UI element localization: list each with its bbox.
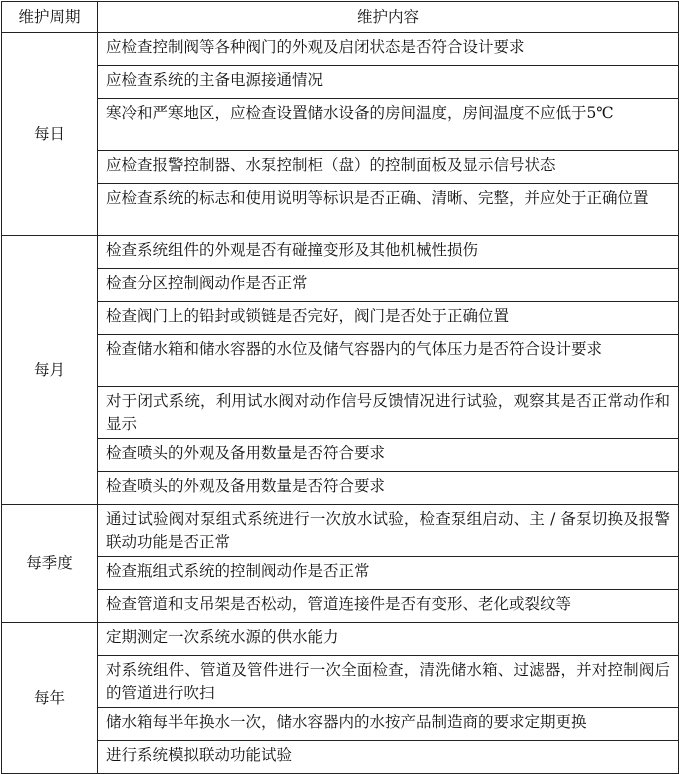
content-cell: [98, 236, 679, 269]
header-period: 维护周期: [2, 2, 98, 33]
content-text: 检查管道和支吊架是否松动，管道连接件是否有变形、老化或裂纹等: [106, 595, 572, 613]
content-cell: [98, 439, 679, 472]
table-row: [2, 472, 679, 505]
header-content: 维护内容: [98, 2, 679, 33]
content-text: 检查喷头的外观及备用数量是否符合要求: [106, 444, 386, 462]
table-row: [2, 439, 679, 472]
table-row: [2, 623, 679, 656]
table-row: [2, 302, 679, 335]
content-text: 储水箱每半年换水一次，储水容器内的水按产品制造商的要求定期更换: [106, 713, 587, 731]
content-cell: [98, 505, 679, 557]
content-text: 对系统组件、管道及管件进行一次全面检查，清洗储水箱、过滤器，并对控制阀后的管道进行吹扫: [106, 661, 670, 702]
content-text: 应检查报警控制器、水泵控制柜（盘）的控制面板及显示信号状态: [106, 156, 556, 174]
content-cell: [98, 302, 679, 335]
content-text: 寒冷和严寒地区，应检查设置储水设备的房间温度，房间温度不应低于5℃: [106, 104, 614, 122]
table-row: [2, 236, 679, 269]
table-body: [2, 33, 679, 774]
table-row: [2, 269, 679, 302]
content-text: 检查喷头的外观及备用数量是否符合要求: [106, 477, 386, 495]
table-row: [2, 741, 679, 774]
content-cell: [98, 269, 679, 302]
table-row: [2, 505, 679, 557]
content-cell: [98, 99, 679, 151]
table-row: [2, 33, 679, 66]
content-cell: [98, 33, 679, 66]
content-text: 通过试验阀对泵组式系统进行一次放水试验，检查泵组启动、主 / 备泵切换及报警联动功能是否正常: [106, 510, 670, 551]
content-text: 检查系统组件的外观是否有碰撞变形及其他机械性损伤: [106, 241, 479, 259]
content-text: 定期测定一次系统水源的供水能力: [106, 628, 339, 646]
content-cell: [98, 708, 679, 741]
content-cell: [98, 66, 679, 99]
content-text: 应检查控制阀等各种阀门的外观及启闭状态是否符合设计要求: [106, 38, 525, 56]
period-cell-quarterly: 每季度: [2, 505, 98, 623]
content-text: 应检查系统的标志和使用说明等标识是否正确、清晰、完整，并应处于正确位置: [106, 189, 649, 207]
table-row: [2, 151, 679, 184]
table-row: [2, 708, 679, 741]
content-text: 应检查系统的主备电源接通情况: [106, 71, 324, 89]
content-text: 检查储水箱和储水容器的水位及储气容器内的气体压力是否符合设计要求: [106, 340, 603, 358]
table-row: [2, 387, 679, 439]
content-cell: [98, 184, 679, 236]
table-row: [2, 184, 679, 236]
table-row: [2, 590, 679, 623]
content-text: 检查阀门上的铅封或锁链是否完好，阀门是否处于正确位置: [106, 307, 510, 325]
content-cell: [98, 623, 679, 656]
content-text: 对于闭式系统，利用试水阀对动作信号反馈情况进行试验，观察其是否正常动作和显示: [106, 392, 670, 433]
period-cell-monthly: 每月: [2, 236, 98, 505]
content-text: 检查瓶组式系统的控制阀动作是否正常: [106, 562, 370, 580]
content-cell: [98, 741, 679, 774]
table-row: [2, 66, 679, 99]
content-cell: [98, 590, 679, 623]
content-cell: [98, 387, 679, 439]
table-row: [2, 335, 679, 387]
table-row: [2, 656, 679, 708]
content-text: 检查分区控制阀动作是否正常: [106, 274, 308, 292]
content-cell: [98, 656, 679, 708]
period-cell-daily: 每日: [2, 33, 98, 236]
content-cell: [98, 335, 679, 387]
period-cell-yearly: 每年: [2, 623, 98, 774]
content-cell: [98, 472, 679, 505]
table-row: [2, 557, 679, 590]
content-cell: [98, 151, 679, 184]
header-row: [2, 2, 679, 33]
maintenance-table: [1, 1, 679, 774]
content-cell: [98, 557, 679, 590]
content-text: 进行系统模拟联动功能试验: [106, 746, 293, 764]
table-row: [2, 99, 679, 151]
